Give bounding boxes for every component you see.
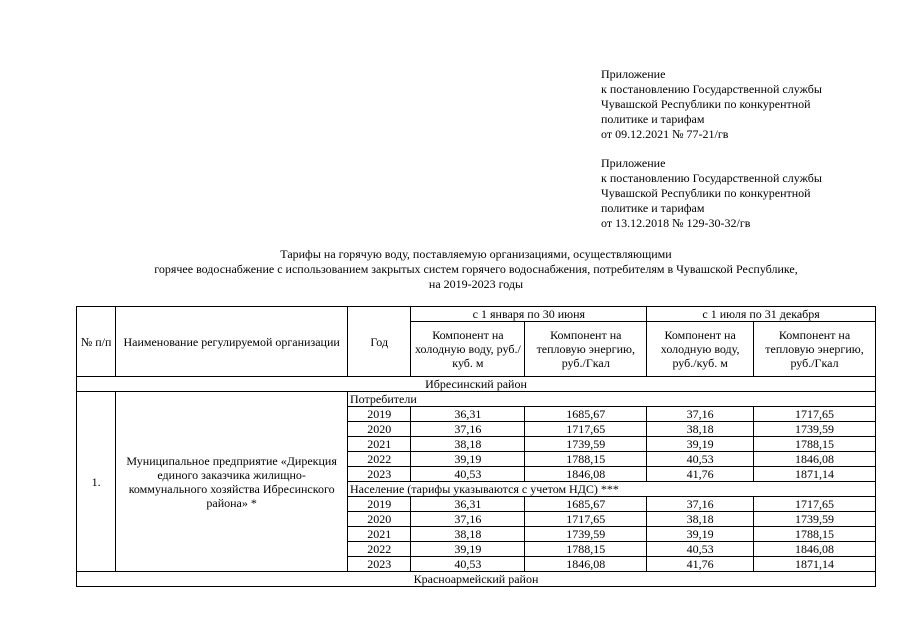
header-period-second-half: с 1 июля по 31 декабря bbox=[647, 307, 876, 322]
title-line: на 2019-2023 годы bbox=[428, 277, 524, 291]
cell-cold-h1: 36,31 bbox=[411, 497, 525, 512]
cell-heat-h1: 1717,65 bbox=[525, 512, 647, 527]
cell-cold-h1: 38,18 bbox=[411, 437, 525, 452]
row-number: 1. bbox=[77, 392, 116, 572]
cell-heat-h2: 1846,08 bbox=[754, 452, 876, 467]
cell-heat-h1: 1788,15 bbox=[525, 452, 647, 467]
district-row bbox=[77, 572, 876, 587]
district-name: Ибресинский район bbox=[77, 377, 876, 392]
cell-heat-h1: 1739,59 bbox=[525, 527, 647, 542]
appendix-line: от 13.12.2018 № 129-30-32/гв bbox=[601, 216, 751, 230]
cell-cold-h2: 39,19 bbox=[647, 437, 754, 452]
cell-cold-h2: 37,16 bbox=[647, 407, 754, 422]
cell-heat-h2: 1788,15 bbox=[754, 527, 876, 542]
cell-cold-h2: 40,53 bbox=[647, 452, 754, 467]
cell-cold-h2: 39,19 bbox=[647, 527, 754, 542]
cell-cold-h2: 40,53 bbox=[647, 542, 754, 557]
document-title bbox=[0, 247, 904, 292]
appendix-line: политике и тарифам bbox=[601, 201, 705, 215]
appendix-line: от 09.12.2021 № 77-21/гв bbox=[601, 127, 729, 141]
cell-year: 2019 bbox=[348, 497, 411, 512]
cell-heat-h1: 1685,67 bbox=[525, 497, 647, 512]
cell-cold-h1: 38,18 bbox=[411, 527, 525, 542]
cell-year: 2022 bbox=[348, 542, 411, 557]
cell-year: 2023 bbox=[348, 557, 411, 572]
cell-cold-h2: 38,18 bbox=[647, 512, 754, 527]
cell-cold-h2: 41,76 bbox=[647, 467, 754, 482]
cell-year: 2020 bbox=[348, 422, 411, 437]
appendix-line: Чувашской Республики по конкурентной bbox=[601, 97, 811, 111]
cell-cold-h2: 41,76 bbox=[647, 557, 754, 572]
title-line: горячее водоснабжение с использованием закрытых систем горячего водоснабжения, потребителям в Чувашской Республике, bbox=[154, 262, 798, 276]
cell-heat-h2: 1717,65 bbox=[754, 407, 876, 422]
header-period-first-half: с 1 января по 30 июня bbox=[411, 307, 647, 322]
cell-heat-h2: 1846,08 bbox=[754, 542, 876, 557]
cell-cold-h1: 37,16 bbox=[411, 422, 525, 437]
appendix-line: к постановлению Государственной службы bbox=[601, 82, 822, 96]
header-heat-component: Компонент на тепловую энергию, руб./Гкал bbox=[754, 322, 876, 377]
title-line: Тарифы на горячую воду, поставляемую организациями, осуществляющими bbox=[280, 247, 672, 261]
cell-heat-h2: 1871,14 bbox=[754, 467, 876, 482]
cell-year: 2020 bbox=[348, 512, 411, 527]
cell-heat-h2: 1717,65 bbox=[754, 497, 876, 512]
appendix-line: Чувашской Республики по конкурентной bbox=[601, 186, 811, 200]
cell-year: 2021 bbox=[348, 437, 411, 452]
cell-cold-h1: 36,31 bbox=[411, 407, 525, 422]
cell-year: 2019 bbox=[348, 407, 411, 422]
cell-cold-h2: 38,18 bbox=[647, 422, 754, 437]
cell-heat-h1: 1846,08 bbox=[525, 467, 647, 482]
header-org: Наименование регулируемой организации bbox=[116, 307, 348, 377]
cell-heat-h2: 1871,14 bbox=[754, 557, 876, 572]
cell-heat-h1: 1739,59 bbox=[525, 437, 647, 452]
header-cold-component: Компонент на холодную воду, руб./куб. м bbox=[647, 322, 754, 377]
header-num: № п/п bbox=[77, 307, 116, 377]
header-heat-component: Компонент на тепловую энергию, руб./Гкал bbox=[525, 322, 647, 377]
cell-year: 2022 bbox=[348, 452, 411, 467]
organization-name: Муниципальное предприятие «Дирекция единого заказчика жилищно-коммунального хозяйства Ибресинского района» * bbox=[116, 392, 348, 572]
cell-cold-h1: 40,53 bbox=[411, 467, 525, 482]
cell-heat-h2: 1739,59 bbox=[754, 422, 876, 437]
district-row bbox=[77, 377, 876, 392]
group-row bbox=[77, 392, 876, 407]
tariff-table bbox=[76, 306, 876, 587]
appendix-line: Приложение bbox=[601, 67, 666, 81]
cell-year: 2023 bbox=[348, 467, 411, 482]
cell-heat-h2: 1788,15 bbox=[754, 437, 876, 452]
appendix-line: политике и тарифам bbox=[601, 112, 705, 126]
cell-heat-h1: 1846,08 bbox=[525, 557, 647, 572]
cell-heat-h2: 1739,59 bbox=[754, 512, 876, 527]
cell-cold-h1: 39,19 bbox=[411, 452, 525, 467]
cell-cold-h1: 39,19 bbox=[411, 542, 525, 557]
cell-heat-h1: 1717,65 bbox=[525, 422, 647, 437]
header-cold-component: Компонент на холодную воду, руб./куб. м bbox=[411, 322, 525, 377]
cell-cold-h1: 40,53 bbox=[411, 557, 525, 572]
cell-cold-h2: 37,16 bbox=[647, 497, 754, 512]
appendix-block-current bbox=[601, 67, 891, 142]
header-year: Год bbox=[348, 307, 411, 377]
cell-year: 2021 bbox=[348, 527, 411, 542]
cell-heat-h1: 1788,15 bbox=[525, 542, 647, 557]
appendix-line: Приложение bbox=[601, 156, 666, 170]
appendix-line: к постановлению Государственной службы bbox=[601, 171, 822, 185]
cell-heat-h1: 1685,67 bbox=[525, 407, 647, 422]
cell-cold-h1: 37,16 bbox=[411, 512, 525, 527]
appendix-block-original bbox=[601, 156, 891, 231]
group-label: Потребители bbox=[348, 392, 876, 407]
district-name: Красноармейский район bbox=[77, 572, 876, 587]
header-row-periods bbox=[77, 307, 876, 322]
group-label: Население (тарифы указываются с учетом НДС) *** bbox=[348, 482, 876, 497]
